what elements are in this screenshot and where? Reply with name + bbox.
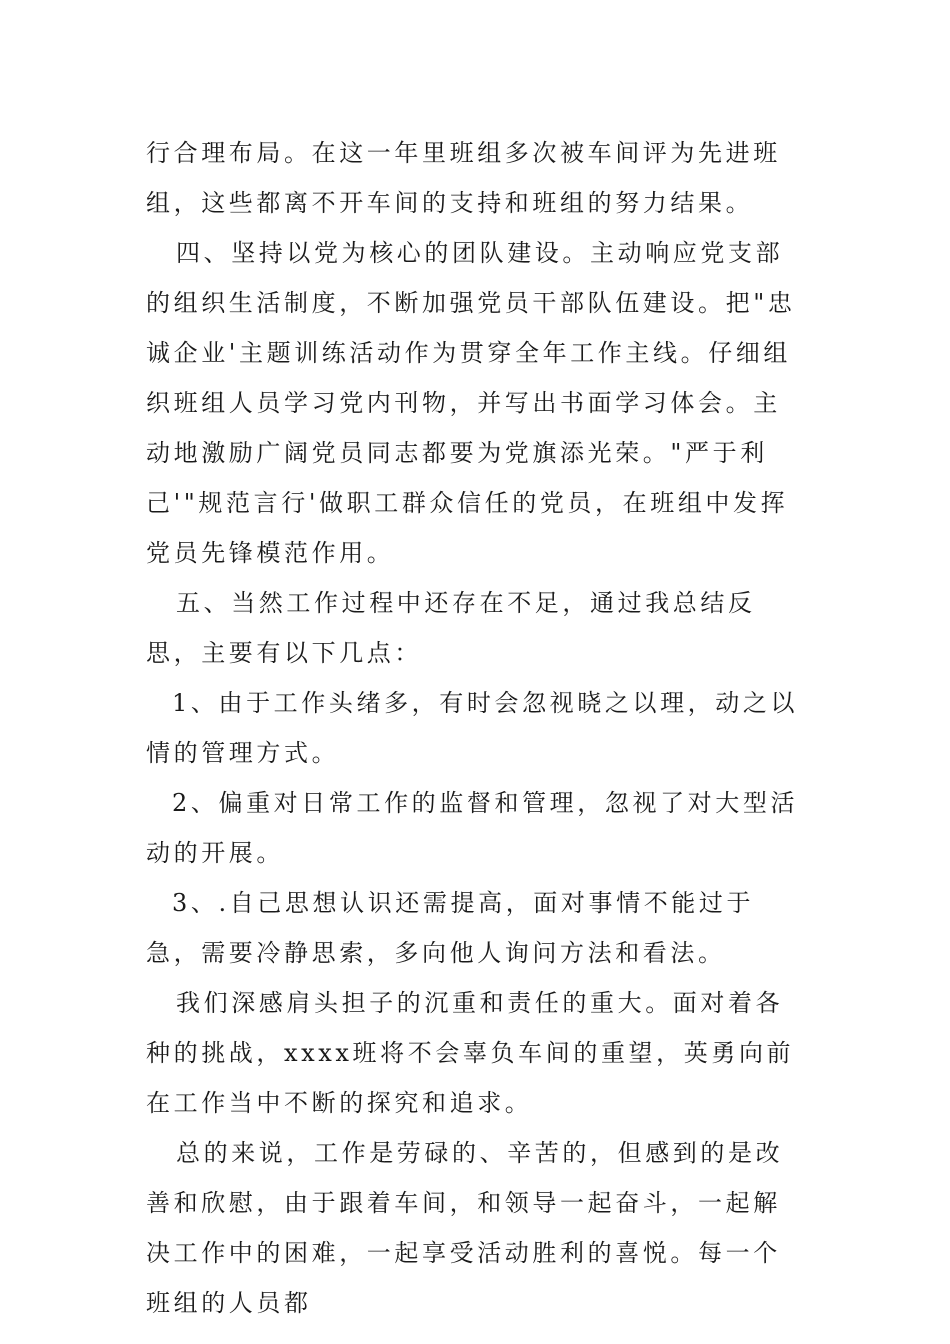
list-item-1: 1、由于工作头绪多，有时会忽视晓之以理，动之以情的管理方式。 [146, 689, 799, 767]
document-body [146, 128, 806, 1328]
paragraph-summary: 总的来说，工作是劳碌的、辛苦的，但感到的是改善和欣慰，由于跟着车间，和领导一起奋斗，一起解决工作中的困难，一起享受活动胜利的喜悦。每一个班组的人员都 [146, 1139, 784, 1317]
paragraph-party-building: 四、坚持以党为核心的团队建设。主动响应党支部的组织生活制度，不断加强党员干部队伍建设。把"忠诚企业'主题训练活动作为贯穿全年工作主线。仔细组织班组人员学习党内刊物，并写出书面学习体会。主动地激励广阔党员同志都要为党旗添光荣。"严于利己'"规范言行'做职工群众信任的党员，在班组中发挥党员先锋模范作用。 [146, 239, 796, 567]
paragraph-continuation: 行合理布局。在这一年里班组多次被车间评为先进班组，这些都离不开车间的支持和班组的努力结果。 [146, 139, 781, 217]
paragraph-responsibility: 我们深感肩头担子的沉重和责任的重大。面对着各种的挑战，xxxx班将不会辜负车间的重望，英勇向前在工作当中不断的探究和追求。 [146, 989, 795, 1117]
list-item-2: 2、偏重对日常工作的监督和管理，忽视了对大型活动的开展。 [146, 789, 799, 867]
paragraph-shortcomings-intro: 五、当然工作过程中还存在不足，通过我总结反思，主要有以下几点： [146, 589, 756, 667]
list-item-3: 3、.自己思想认识还需提高，面对事情不能过于急，需要冷静思索，多向他人询问方法和看法。 [146, 889, 755, 967]
